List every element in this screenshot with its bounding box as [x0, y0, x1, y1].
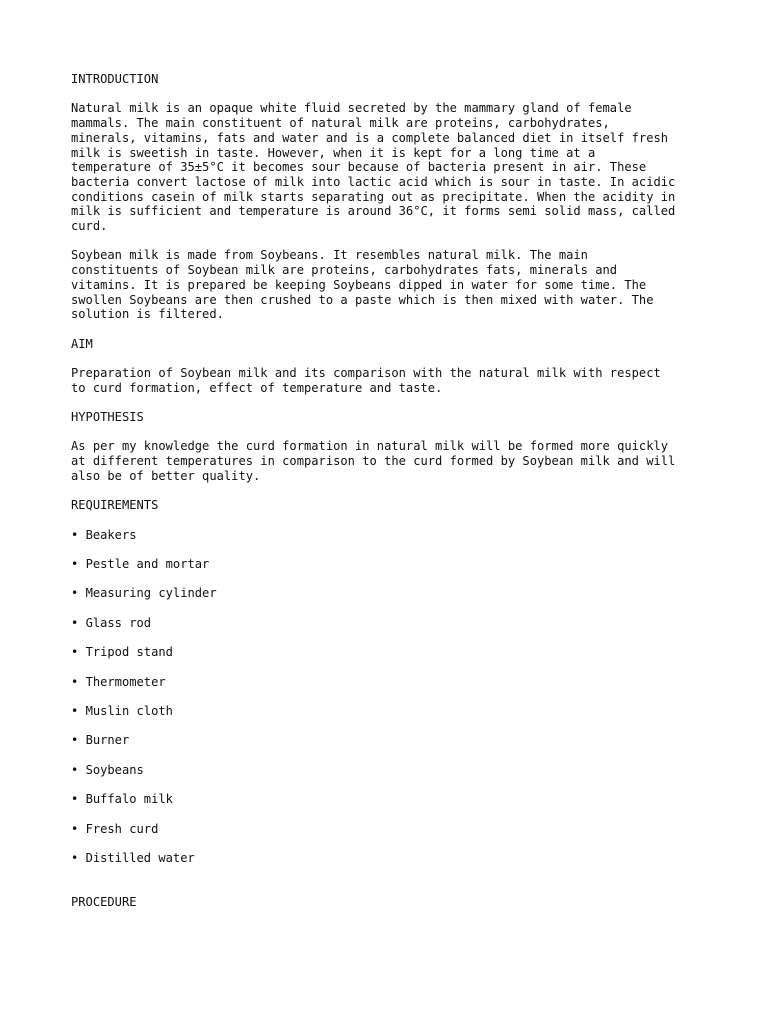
requirement-label: Glass rod	[85, 615, 152, 630]
requirements-heading: REQUIREMENTS	[71, 498, 159, 513]
intro-paragraph-natural-milk: Natural milk is an opaque white fluid secreted by the mammary gland of female mammals. The main constituent of natural milk are proteins, carbohydrates, minerals, vitamins, fats and water and is a complete balanced diet in itself fresh milk is sweetish in taste. However, when it is kept for a long time at a temperature of 35±5°C it becomes sour because of bacteria present in air. These bacteria convert lactose of milk into lactic acid which is sour in taste. In acidic conditions casein of milk starts separating out as precipitate. When the acidity in milk is sufficient and temperature is around 36°C, it forms semi solid mass, called curd.	[71, 101, 676, 234]
bullet-icon: •	[71, 615, 79, 630]
requirement-label: Measuring cylinder	[85, 586, 217, 601]
requirement-label: Thermometer	[85, 674, 166, 689]
list-item	[71, 616, 711, 631]
bullet-icon: •	[71, 792, 79, 807]
bullet-icon: •	[71, 821, 79, 836]
introduction-heading: INTRODUCTION	[71, 72, 159, 86]
aim-heading: AIM	[71, 336, 93, 351]
requirements-list	[71, 528, 711, 866]
bullet-icon: •	[71, 762, 79, 777]
hypothesis-paragraph: As per my knowledge the curd formation in natural milk will be formed more quickly at different temperatures in comparison to the curd formed by Soybean milk and will also be of better quality.	[71, 439, 676, 483]
list-item	[71, 851, 711, 866]
hypothesis-heading: HYPOTHESIS	[71, 410, 144, 425]
bullet-icon: •	[71, 704, 79, 719]
intro-paragraph-soybean-milk: Soybean milk is made from Soybeans. It resembles natural milk. The main constituents of Soybean milk are proteins, carbohydrates fats, minerals and vitamins. It is prepared be keeping Soybeans dipped in water for some time. The swollen Soybeans are then crushed to a paste which is then mixed with water. The solution is filtered.	[71, 248, 654, 322]
requirement-label: Pestle and mortar	[85, 557, 210, 572]
bullet-icon: •	[71, 733, 79, 748]
requirement-label: Distilled water	[85, 850, 195, 865]
list-item	[71, 733, 711, 748]
list-item	[71, 586, 711, 601]
procedure-heading: PROCEDURE	[71, 894, 137, 909]
bullet-icon: •	[71, 645, 79, 660]
requirement-label: Buffalo milk	[85, 792, 173, 807]
bullet-icon: •	[71, 557, 79, 572]
list-item	[71, 645, 711, 660]
list-item	[71, 528, 711, 543]
requirement-label: Fresh curd	[85, 821, 159, 836]
requirement-label: Beakers	[85, 527, 137, 542]
list-item	[71, 763, 711, 778]
requirement-label: Soybeans	[85, 762, 144, 777]
list-item	[71, 557, 711, 572]
bullet-icon: •	[71, 850, 79, 865]
requirement-label: Burner	[85, 733, 130, 748]
list-item	[71, 792, 711, 807]
bullet-icon: •	[71, 674, 79, 689]
list-item	[71, 704, 711, 719]
list-item	[71, 822, 711, 837]
bullet-icon: •	[71, 527, 79, 542]
document-page	[71, 72, 711, 924]
list-item	[71, 675, 711, 690]
bullet-icon: •	[71, 586, 79, 601]
requirement-label: Muslin cloth	[85, 704, 173, 719]
requirement-label: Tripod stand	[85, 645, 173, 660]
aim-paragraph: Preparation of Soybean milk and its comparison with the natural milk with respect to curd formation, effect of temperature and taste.	[71, 366, 661, 395]
